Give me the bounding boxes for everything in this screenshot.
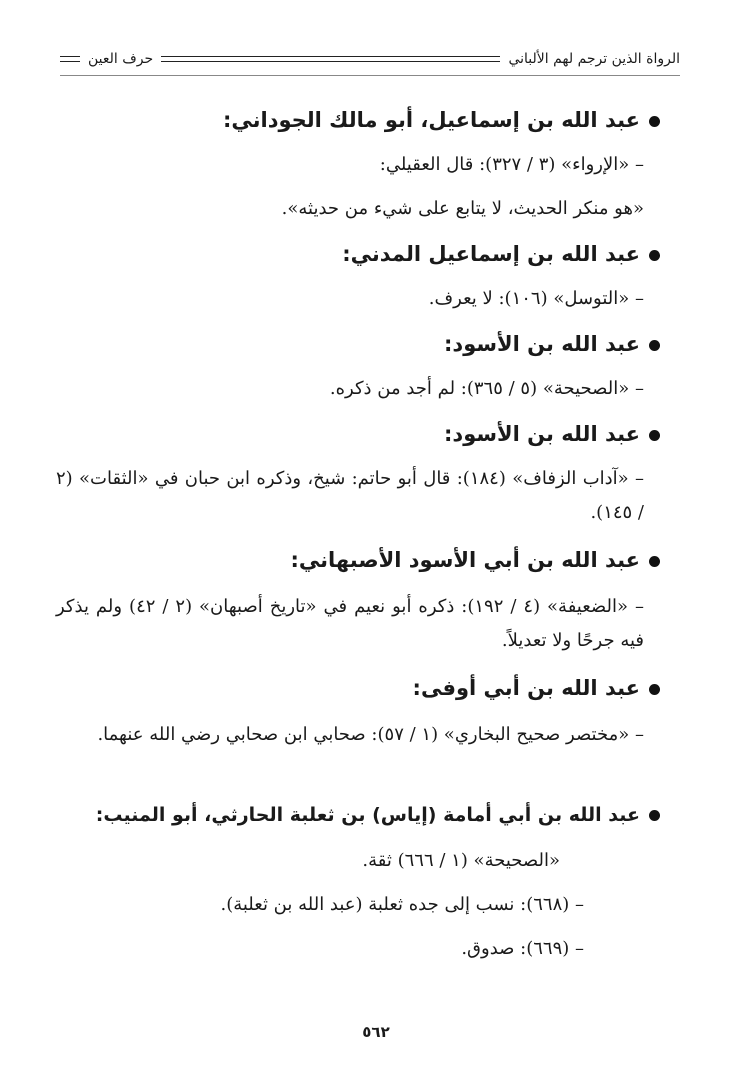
bullet-icon bbox=[649, 810, 660, 821]
bullet-icon bbox=[649, 684, 660, 695]
entry-line: – «الصحيحة» (٥ / ٣٦٥): لم أجد من ذكره. bbox=[329, 378, 644, 399]
bullet-icon bbox=[649, 250, 660, 261]
entry-heading-text: عبد الله بن إسماعيل المدني: bbox=[342, 242, 640, 266]
header-book-title: الرواة الذين ترجم لهم الألباني bbox=[508, 51, 680, 67]
entry-paragraph: – «الضعيفة» (٤ / ١٩٢): ذكره أبو نعيم في «تاريخ أصبهان» (٢ / ٤٢) ولم يذكر فيه جرحًا ولا تعديلاً. bbox=[56, 596, 644, 651]
page-number: ٥٦٢ bbox=[362, 1023, 390, 1041]
entry-heading bbox=[342, 242, 660, 266]
entry-heading bbox=[290, 548, 660, 572]
header-end-rule bbox=[60, 56, 80, 62]
bullet-icon bbox=[649, 116, 660, 127]
header-rule bbox=[161, 56, 500, 62]
entry-heading bbox=[413, 676, 660, 700]
entry-heading bbox=[223, 108, 660, 132]
bullet-icon bbox=[649, 430, 660, 441]
entry-heading bbox=[444, 332, 660, 356]
entry-heading-text: عبد الله بن الأسود: bbox=[444, 332, 640, 356]
entry-heading-text: عبد الله بن الأسود: bbox=[444, 422, 640, 446]
entry-paragraph: – «آداب الزفاف» (١٨٤): قال أبو حاتم: شيخ، وذكره ابن حبان في «الثقات» (٢ / ١٤٥). bbox=[56, 468, 644, 523]
entry-heading bbox=[96, 804, 660, 826]
entry-line: «الصحيحة» (١ / ٦٦٦) ثقة. bbox=[362, 850, 560, 871]
entry-heading-text: عبد الله بن أبي الأسود الأصبهاني: bbox=[290, 548, 640, 572]
entry-line: «هو منكر الحديث، لا يتابع على شيء من حديثه». bbox=[281, 198, 644, 219]
entry-line: – «التوسل» (١٠٦): لا يعرف. bbox=[428, 288, 644, 309]
header-chapter: حرف العين bbox=[88, 51, 154, 67]
entry-heading-text: عبد الله بن إسماعيل، أبو مالك الجوداني: bbox=[222, 108, 640, 132]
bullet-icon bbox=[649, 556, 660, 567]
entry-heading-text: عبد الله بن أبي أوفى: bbox=[412, 676, 640, 700]
entry-heading-text: عبد الله بن أبي أمامة (إياس) بن ثعلبة الحارثي، أبو المنيب: bbox=[95, 804, 640, 826]
bullet-icon bbox=[649, 340, 660, 351]
entry-paragraph: – «مختصر صحيح البخاري» (١ / ٥٧): صحابي ابن صحابي رضي الله عنهما. bbox=[97, 724, 644, 745]
entry-line: – (٦٦٨): نسب إلى جده ثعلبة (عبد الله بن ثعلبة). bbox=[220, 894, 584, 915]
entry-heading bbox=[444, 422, 660, 446]
running-header bbox=[60, 48, 680, 70]
entry-line: – «الإرواء» (٣ / ٣٢٧): قال العقيلي: bbox=[379, 154, 644, 175]
entry-line: – (٦٦٩): صدوق. bbox=[461, 938, 584, 959]
header-divider bbox=[60, 75, 680, 76]
